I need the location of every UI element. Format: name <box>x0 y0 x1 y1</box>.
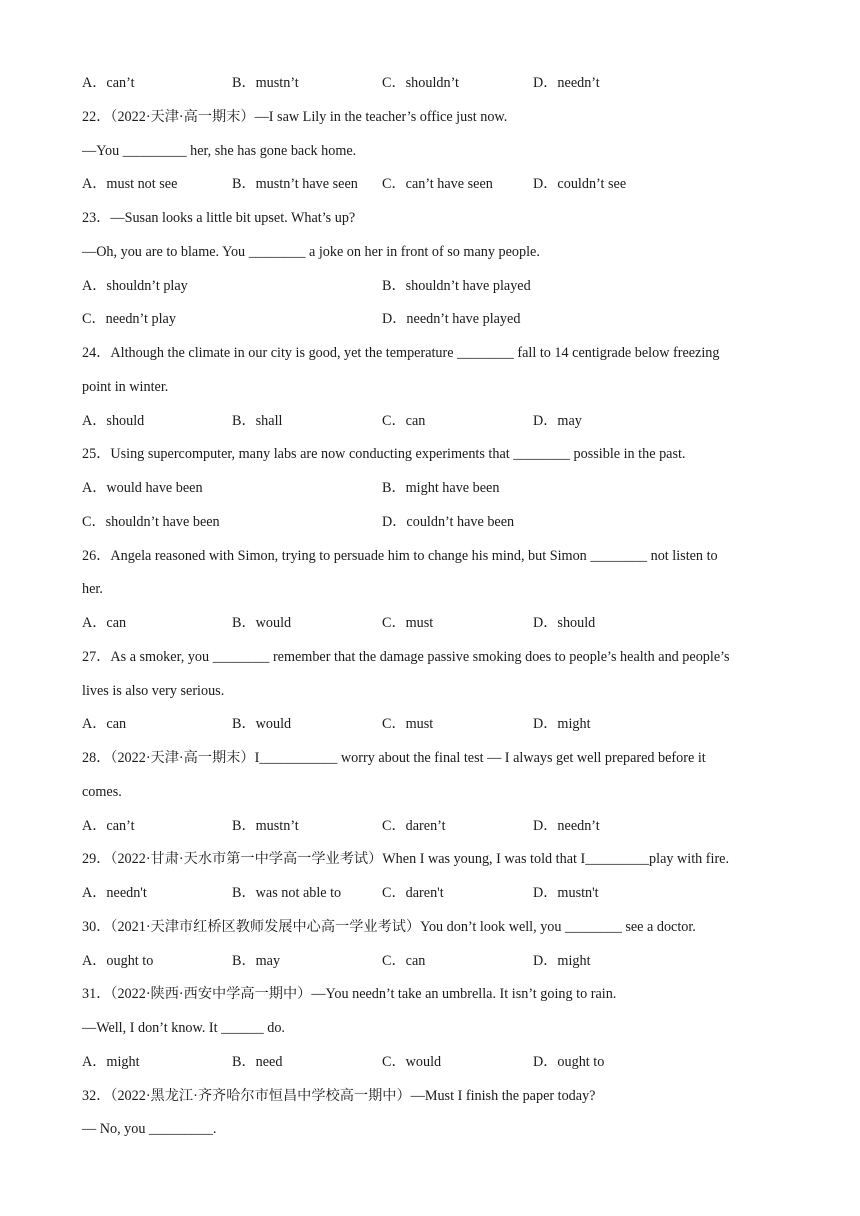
question-text-line: 24．Although the climate in our city is good, yet the temperature ________ fall to 14 centigrade below freezing <box>82 345 720 361</box>
answer-option: B．shouldn’t have played <box>382 277 531 294</box>
answer-option: C．shouldn’t <box>382 75 459 91</box>
question-text-line: 31．（2022·陕西·西安中学高一期中）—You needn’t take an umbrella. It isn’t going to rain. <box>82 986 617 1003</box>
answer-option: B．may <box>232 952 281 969</box>
answer-option: C．shouldn’t have been <box>82 513 220 530</box>
answer-option: B．might have been <box>382 480 500 496</box>
answer-option: B．mustn’t <box>232 817 299 834</box>
answer-option: B．would <box>232 615 292 631</box>
answer-option: C．needn’t play <box>82 311 176 328</box>
answer-option: B．mustn’t have seen <box>232 176 358 193</box>
question-text-line: 30．（2021·天津市红桥区教师发展中心高一学业考试）You don’t look well, you ________ see a doctor. <box>82 918 696 935</box>
question-text-line: —You _________ her, she has gone back home. <box>82 142 357 159</box>
question-text-line: — No, you _________. <box>82 1121 217 1138</box>
answer-option: B．mustn’t <box>232 75 299 91</box>
answer-option: B．need <box>232 1053 283 1070</box>
answer-option: D．might <box>533 716 591 733</box>
question-text-line: 26．Angela reasoned with Simon, trying to persuade him to change his mind, but Simon ________ not listen to <box>82 547 718 564</box>
answer-option: C．must <box>382 615 434 631</box>
answer-option: C．would <box>382 1053 442 1070</box>
answer-option: A．should <box>82 412 145 429</box>
question-text-line: —Well, I don’t know. It ______ do. <box>82 1020 285 1036</box>
answer-option: A．can’t <box>82 817 135 834</box>
answer-option: A．would have been <box>82 480 203 496</box>
answer-option: D．ought to <box>533 1053 605 1070</box>
question-text-line: 22．（2022·天津·高一期末）—I saw Lily in the teacher’s office just now. <box>82 108 508 125</box>
answer-option: A．can <box>82 615 127 631</box>
question-text-line: 23．—Susan looks a little bit upset. What’s up? <box>82 210 356 226</box>
answer-option: A．can <box>82 716 127 733</box>
answer-option: C．can <box>382 412 426 429</box>
question-text-line: comes. <box>82 783 122 800</box>
question-text-line: her. <box>82 581 103 598</box>
answer-option: D．needn’t <box>533 75 600 91</box>
answer-option: C．can’t have seen <box>382 176 493 193</box>
answer-option: C．can <box>382 952 426 969</box>
question-text-line: —Oh, you are to blame. You ________ a joke on her in front of so many people. <box>82 243 540 260</box>
question-text-line: lives is also very serious. <box>82 682 225 699</box>
question-text-line: 32．（2022·黑龙江·齐齐哈尔市恒昌中学校高一期中）—Must I finish the paper today? <box>82 1087 596 1104</box>
answer-option: C．daren't <box>382 885 444 901</box>
answer-option: A．might <box>82 1053 140 1070</box>
question-text-line: 28．（2022·天津·高一期末）I___________ worry about the final test — I always get well prepared before it <box>82 750 706 766</box>
question-text-line: 29．（2022·甘肃·天水市第一中学高一学业考试）When I was young, I was told that I_________play with fire. <box>82 851 730 868</box>
answer-option: A．can’t <box>82 75 135 91</box>
answer-option: D．should <box>533 615 596 631</box>
answer-option: D．may <box>533 412 582 429</box>
answer-option: D．might <box>533 952 591 969</box>
answer-option: C．must <box>382 716 434 733</box>
answer-option: A．shouldn’t play <box>82 277 188 294</box>
answer-option: C．daren’t <box>382 817 446 834</box>
question-text-line: 25．Using supercomputer, many labs are now conducting experiments that ________ possible in the past. <box>82 446 686 463</box>
answer-option: D．mustn't <box>533 885 599 901</box>
answer-option: A．ought to <box>82 952 154 969</box>
answer-option: A．needn't <box>82 885 147 901</box>
answer-option: D．needn’t <box>533 817 600 834</box>
answer-option: A．must not see <box>82 176 178 193</box>
answer-option: B．would <box>232 716 292 733</box>
answer-option: B．was not able to <box>232 885 342 901</box>
question-text-line: point in winter. <box>82 378 169 395</box>
answer-option: B．shall <box>232 412 283 429</box>
answer-option: D．couldn’t see <box>533 176 627 193</box>
answer-option: D．couldn’t have been <box>382 513 515 530</box>
question-text-line: 27．As a smoker, you ________ remember that the damage passive smoking does to people’s health and people’s <box>82 648 730 665</box>
answer-option: D．needn’t have played <box>382 311 521 328</box>
